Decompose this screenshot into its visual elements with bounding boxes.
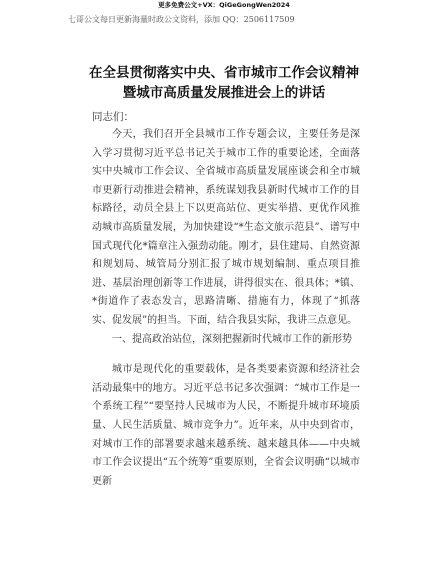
document-title-line1: 在全县贯彻落实中央、省市城市工作会议精神 bbox=[89, 65, 359, 81]
top-banner: 更多免费公文+VX：QiGeGongWen2024 bbox=[158, 1, 290, 9]
body-paragraph: 城市是现代化的重要载体，是各类要素资源和经济社会活动最集中的地方。习近平总书记多次强调：“城市工作是一个系统工程”“要坚持人民城市为人民，不断提升城市环境质量、人民生活质量、城市竞争力”。近年来，从中央到省市，对城市工作的部署要求越来越系统、越来越具体——中央城市工作会议提出“五个统筹”重要原则，全省会议明确“以城市更新 bbox=[92, 364, 360, 487]
document-title-line2: 暨城市高质量发展推进会上的讲话 bbox=[122, 85, 326, 101]
document-body bbox=[92, 126, 360, 491]
section-heading: 一、提高政治站位，深刻把握新时代城市工作的新形势 bbox=[112, 333, 352, 345]
body-paragraph: 今天，我们召开全县城市工作专题会议，主要任务是深入学习贯彻习近平总书记关于城市工作的重要论述，全面落实中央城市工作会议、全省城市高质量发展座谈会和全市城市更新行动推进会精神，系统谋划我县新时代城市工作的目标路径，动员全县上下以更高站位、更实举措、更优作风推动城市高质量发展，为加快建设“*生态文旅示范县”、谱写中国式现代化*篇章注入强劲动能。刚才，县住建局、自然资源和规划局、城管局分别汇报了城市规划编制、重点项目推进、基层治理创新等工作进展，讲得很实在、很具体；*镇、*街道作了表态发言，思路清晰、措施有力，体现了“抓落实、促发展”的担当。下面，结合我县实际，我讲三点意见。 bbox=[92, 129, 360, 326]
header-note: 七哥公文每日更新海量时政公文资料，添加 QQ：2506117509 bbox=[68, 15, 295, 24]
salutation: 同志们： bbox=[92, 111, 134, 123]
